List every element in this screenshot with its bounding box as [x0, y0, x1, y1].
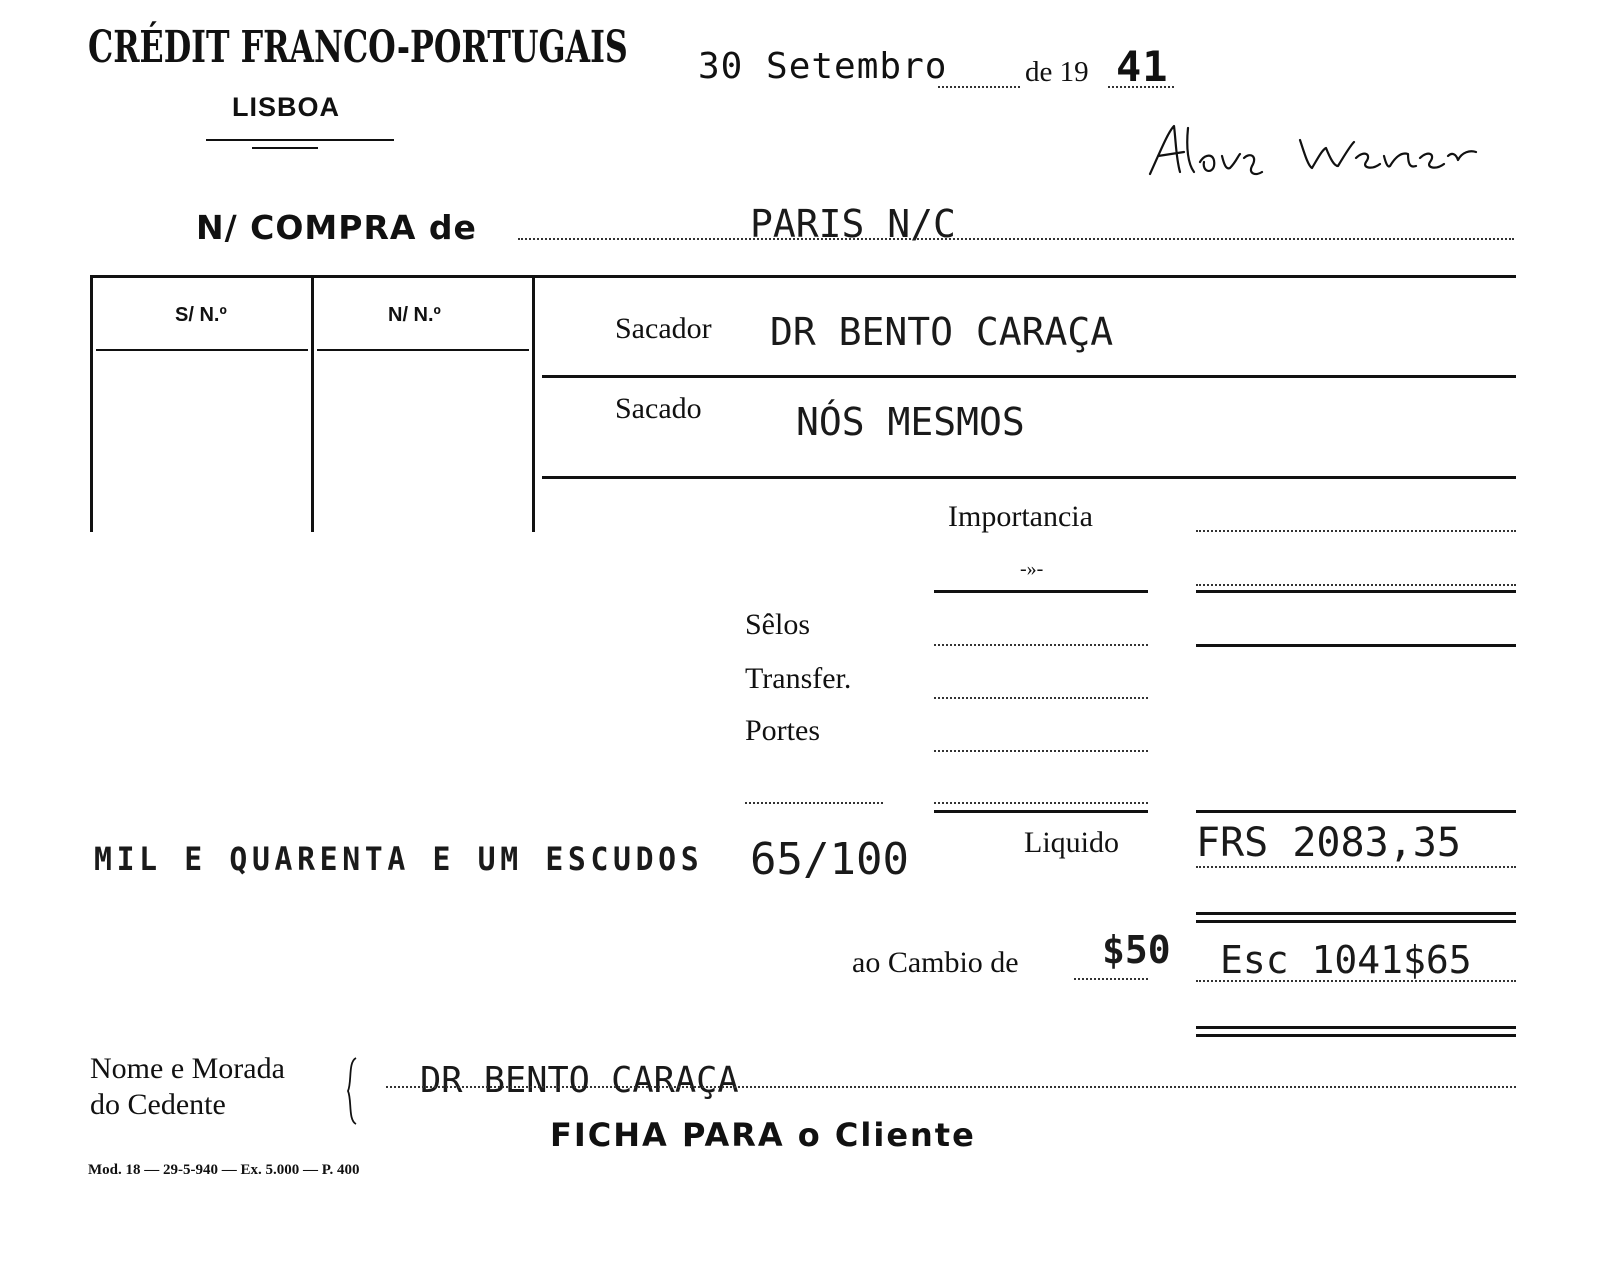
handwritten-signature [1140, 112, 1480, 192]
selos-dotted-line [934, 644, 1148, 646]
cambio-double-rule-2 [1196, 1034, 1516, 1037]
col-header-sn: S/ N.º [175, 304, 227, 326]
date-year-suffix: 41 [1116, 42, 1169, 91]
cedente-label-line2: do Cedente [90, 1088, 226, 1121]
table-top-rule [90, 275, 1516, 278]
subtotal-dotted-line-2 [934, 802, 1148, 804]
cedente-label-line1: Nome e Morada [90, 1052, 285, 1085]
bank-name: CRÉDIT FRANCO-PORTUGAIS [88, 22, 628, 73]
year-dotted-line [1108, 86, 1174, 88]
subtotal-rule-left [934, 810, 1148, 813]
cambio-result: Esc 1041$65 [1220, 938, 1472, 982]
transfer-label: Transfer. [745, 662, 852, 695]
importancia-rule-right [1196, 590, 1516, 593]
table-col-divider-2 [532, 276, 535, 532]
purchase-value: PARIS N/C [750, 202, 956, 246]
cambio-result-dotted-line [1196, 980, 1516, 982]
city-underline-short [252, 147, 318, 149]
date-day-month: 30 Setembro [698, 46, 948, 87]
subtotal-dotted-line [745, 802, 883, 804]
selos-label: Sêlos [745, 608, 811, 641]
cambio-label: ao Cambio de [852, 946, 1019, 979]
col-header-rule-nn [317, 349, 529, 351]
cedente-dotted-line [386, 1086, 1516, 1088]
amount-in-words: MIL E QUARENTA E UM ESCUDOS [94, 840, 704, 878]
purchase-dotted-line [518, 238, 1514, 240]
date-dotted-line [938, 86, 1020, 88]
cedente-brace [344, 1056, 360, 1126]
sacado-rule [542, 476, 1516, 479]
sacador-value: DR BENTO CARAÇA [770, 310, 1114, 354]
sacado-value: NÓS MESMOS [796, 400, 1025, 444]
importancia-dotted-line [1196, 530, 1516, 532]
importancia-ditto: -»- [1020, 558, 1044, 580]
importancia-label: Importancia [948, 500, 1093, 533]
liquido-double-rule-2 [1196, 920, 1516, 923]
importancia-rule-right-dots [1196, 584, 1516, 586]
liquido-double-rule-1 [1196, 912, 1516, 915]
table-col-divider-1 [311, 276, 314, 532]
liquido-dotted-line [1196, 866, 1516, 868]
sacado-label: Sacado [615, 392, 702, 425]
purchase-label: N/ COMPRA de [196, 208, 477, 247]
col-header-nn: N/ N.º [388, 304, 441, 326]
model-reference: Mod. 18 — 29-5-940 — Ex. 5.000 — P. 400 [88, 1162, 360, 1178]
portes-dotted-line [934, 750, 1148, 752]
amount-fraction: 65/100 [750, 834, 909, 885]
ficha-title: FICHA PARA o Cliente [550, 1116, 976, 1154]
liquido-value: FRS 2083,35 [1196, 820, 1461, 866]
city-underline [206, 139, 394, 141]
importancia-rule-left [934, 590, 1148, 593]
table-left-border [90, 276, 93, 532]
col-header-rule-sn [96, 349, 308, 351]
cambio-double-rule-1 [1196, 1026, 1516, 1029]
sacador-rule [542, 375, 1516, 378]
transfer-dotted-line [934, 697, 1148, 699]
date-label: de 19 [1025, 56, 1089, 88]
bank-city: LISBOA [232, 92, 341, 122]
liquido-label: Liquido [1024, 826, 1119, 859]
sacador-label: Sacador [615, 312, 712, 345]
cedente-value: DR BENTO CARAÇA [420, 1060, 739, 1101]
cambio-dotted-line [1074, 978, 1148, 980]
portes-label: Portes [745, 714, 820, 747]
cambio-rate: $50 [1102, 928, 1171, 972]
subtotal-rule-right [1196, 810, 1516, 813]
selos-total-rule [1196, 644, 1516, 647]
